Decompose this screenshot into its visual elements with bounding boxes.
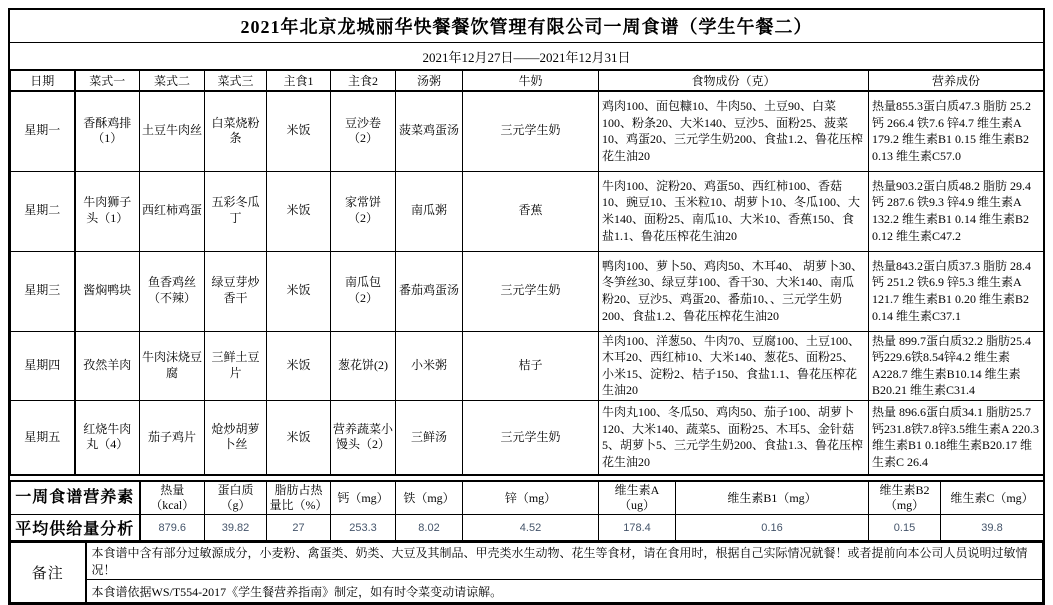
header-soup: 汤粥 — [396, 71, 463, 92]
value-energy: 879.6 — [140, 515, 205, 542]
analysis-col-calcium: 钙（mg） — [331, 481, 396, 515]
milk-cell: 三元学生奶 — [463, 91, 599, 171]
analysis-title: 一周食谱营养素 — [11, 481, 140, 515]
soup-cell: 南瓜粥 — [396, 171, 463, 251]
analysis-col-vitamin-c: 维生素C（mg） — [941, 481, 1044, 515]
staple1-cell: 米饭 — [267, 331, 331, 400]
staple1-cell: 米饭 — [267, 251, 331, 331]
dish1-cell: 香酥鸡排（1） — [75, 91, 140, 171]
dish3-cell: 炝炒胡萝卜丝 — [205, 400, 267, 475]
header-staple2: 主食2 — [331, 71, 396, 92]
value-protein: 39.82 — [205, 515, 267, 542]
analysis-subtitle: 平均供给量分析 — [11, 515, 140, 542]
dish3-cell: 三鲜土豆片 — [205, 331, 267, 400]
day-cell: 星期三 — [11, 251, 75, 331]
value-fat-ratio: 27 — [267, 515, 331, 542]
staple2-cell: 葱花饼(2) — [331, 331, 396, 400]
dish2-cell: 鱼香鸡丝（不辣） — [140, 251, 205, 331]
analysis-col-zinc: 锌（mg） — [463, 481, 599, 515]
dish1-cell: 孜然羊肉 — [75, 331, 140, 400]
day-cell: 星期一 — [11, 91, 75, 171]
soup-cell: 菠菜鸡蛋汤 — [396, 91, 463, 171]
menu-table — [10, 70, 1044, 476]
value-vitamin-c: 39.8 — [941, 515, 1044, 542]
staple1-cell: 米饭 — [267, 400, 331, 475]
page-title: 2021年北京龙城丽华快餐餐饮管理有限公司一周食谱（学生午餐二） — [10, 10, 1043, 43]
ingredients-cell: 牛肉100、淀粉20、鸡蛋50、西红柿100、香菇10、豌豆10、玉米粒10、胡萝卜10、冬瓜100、大米140、面粉25、南瓜10、大米10、香蕉150、食盐1.1、鲁花压榨花生油20 — [599, 171, 869, 251]
dish3-cell: 五彩冬瓜丁 — [205, 171, 267, 251]
header-milk: 牛奶 — [463, 71, 599, 92]
menu-row-monday — [11, 91, 1044, 171]
date-range: 2021年12月27日——2021年12月31日 — [10, 43, 1043, 70]
value-vitamin-b1: 0.16 — [676, 515, 869, 542]
header-staple1: 主食1 — [267, 71, 331, 92]
remarks-table — [10, 542, 1043, 603]
milk-cell: 桔子 — [463, 331, 599, 400]
staple1-cell: 米饭 — [267, 171, 331, 251]
ingredients-cell: 鸭肉100、萝卜50、鸡肉50、木耳40、 胡萝卜30、冬笋丝30、绿豆芽100、香干30、大米140、南瓜粉20、豆沙5、鸡蛋20、番茄10、、三元学生奶200、食盐1.2、鲁花压榨花生油20 — [599, 251, 869, 331]
nutrition-cell: 热量843.2蛋白质37.3 脂肪 28.4 钙 251.2 铁6.9 锌5.3 维生素A 121.7 维生素B1 0.20 维生素B2 0.14 维生素C37.1 — [869, 251, 1044, 331]
remarks-line-standard: 本食谱依据WS/T554-2017《学生餐营养指南》制定，如有时令菜变动请谅解。 — [86, 580, 1043, 603]
menu-row-friday — [11, 400, 1044, 475]
dish1-cell: 牛肉狮子头（1） — [75, 171, 140, 251]
header-nutrition: 营养成份 — [869, 71, 1044, 92]
soup-cell: 番茄鸡蛋汤 — [396, 251, 463, 331]
soup-cell: 小米粥 — [396, 331, 463, 400]
soup-cell: 三鲜汤 — [396, 400, 463, 475]
dish1-cell: 酱焖鸭块 — [75, 251, 140, 331]
dish2-cell: 土豆牛肉丝 — [140, 91, 205, 171]
milk-cell: 香蕉 — [463, 171, 599, 251]
ingredients-cell: 鸡肉100、面包糠10、牛肉50、土豆90、白菜100、粉条20、大米140、豆沙5、面粉25、菠菜10、鸡蛋20、三元学生奶200、食盐1.2、鲁花压榨花生油20 — [599, 91, 869, 171]
value-zinc: 4.52 — [463, 515, 599, 542]
value-vitamin-a: 178.4 — [599, 515, 676, 542]
header-ingredients: 食物成份（克） — [599, 71, 869, 92]
dish2-cell: 牛肉沫烧豆腐 — [140, 331, 205, 400]
analysis-value-row — [11, 515, 1044, 542]
nutrition-cell: 热量 896.6蛋白质34.1 脂肪25.7 钙231.8铁7.8锌3.5维生素A 220.3维生素B1 0.18维生素B20.17 维生素C 26.4 — [869, 400, 1044, 475]
staple2-cell: 家常饼（2） — [331, 171, 396, 251]
remarks-line-allergens: 本食谱中含有部分过敏源成分，小麦粉、禽蛋类、奶类、大豆及其制品、甲壳类水生动物、花生等食材，请在食用时，根据自己实际情况就餐！或者提前向本公司人员说明过敏情况！ — [86, 543, 1043, 580]
header-dish1: 菜式一 — [75, 71, 140, 92]
analysis-col-vitamin-b1: 维生素B1（mg） — [676, 481, 869, 515]
nutrition-cell: 热量 899.7蛋白质32.2 脂肪25.4 钙229.6铁8.54锌4.2 维生素A228.7 维生素B10.14 维生素B20.21 维生素C31.4 — [869, 331, 1044, 400]
staple2-cell: 豆沙卷（2） — [331, 91, 396, 171]
analysis-col-vitamin-a: 维生素A（ug） — [599, 481, 676, 515]
remarks-row-1 — [11, 543, 1043, 580]
analysis-col-energy: 热量（kcal） — [140, 481, 205, 515]
staple2-cell: 营养蔬菜小馒头（2） — [331, 400, 396, 475]
analysis-header-row — [11, 481, 1044, 515]
dish3-cell: 白菜烧粉条 — [205, 91, 267, 171]
menu-row-wednesday — [11, 251, 1044, 331]
analysis-col-iron: 铁（mg） — [396, 481, 463, 515]
menu-row-tuesday — [11, 171, 1044, 251]
day-cell: 星期五 — [11, 400, 75, 475]
menu-header-row — [11, 71, 1044, 92]
staple1-cell: 米饭 — [267, 91, 331, 171]
dish2-cell: 茄子鸡片 — [140, 400, 205, 475]
menu-row-thursday — [11, 331, 1044, 400]
dish2-cell: 西红柿鸡蛋 — [140, 171, 205, 251]
analysis-col-protein: 蛋白质（g） — [205, 481, 267, 515]
nutrition-cell: 热量903.2蛋白质48.2 脂肪 29.4 钙 287.6 铁9.3 锌4.9 维生素A 132.2 维生素B1 0.14 维生素B2 0.12 维生素C47.2 — [869, 171, 1044, 251]
milk-cell: 三元学生奶 — [463, 400, 599, 475]
staple2-cell: 南瓜包（2） — [331, 251, 396, 331]
nutrient-analysis-table — [10, 480, 1044, 542]
dish1-cell: 红烧牛肉丸（4） — [75, 400, 140, 475]
milk-cell: 三元学生奶 — [463, 251, 599, 331]
analysis-col-vitamin-b2: 维生素B2（mg） — [869, 481, 941, 515]
remarks-row-2 — [11, 580, 1043, 603]
value-calcium: 253.3 — [331, 515, 396, 542]
header-date: 日期 — [11, 71, 75, 92]
value-vitamin-b2: 0.15 — [869, 515, 941, 542]
remarks-label: 备注 — [11, 543, 86, 603]
day-cell: 星期四 — [11, 331, 75, 400]
header-dish3: 菜式三 — [205, 71, 267, 92]
ingredients-cell: 牛肉丸100、冬瓜50、鸡肉50、茄子100、胡萝卜120、大米140、蔬菜5、面粉25、木耳5、金针菇5、胡萝卜5、三元学生奶200、食盐1.3、鲁花压榨花生油20 — [599, 400, 869, 475]
ingredients-cell: 羊肉100、洋葱50、牛肉70、豆腐100、土豆100、木耳20、西红柿10、大米140、葱花5、面粉25、小米15、淀粉2、桔子150、食盐1.1、鲁花压榨花生油20 — [599, 331, 869, 400]
analysis-col-fat-ratio: 脂肪占热量比（%） — [267, 481, 331, 515]
nutrition-cell: 热量855.3蛋白质47.3 脂肪 25.2 钙 266.4 铁7.6 锌4.7 维生素A 179.2 维生素B1 0.15 维生素B2 0.13 维生素C57.0 — [869, 91, 1044, 171]
day-cell: 星期二 — [11, 171, 75, 251]
header-dish2: 菜式二 — [140, 71, 205, 92]
dish3-cell: 绿豆芽炒香干 — [205, 251, 267, 331]
weekly-menu-sheet — [8, 8, 1045, 605]
value-iron: 8.02 — [396, 515, 463, 542]
